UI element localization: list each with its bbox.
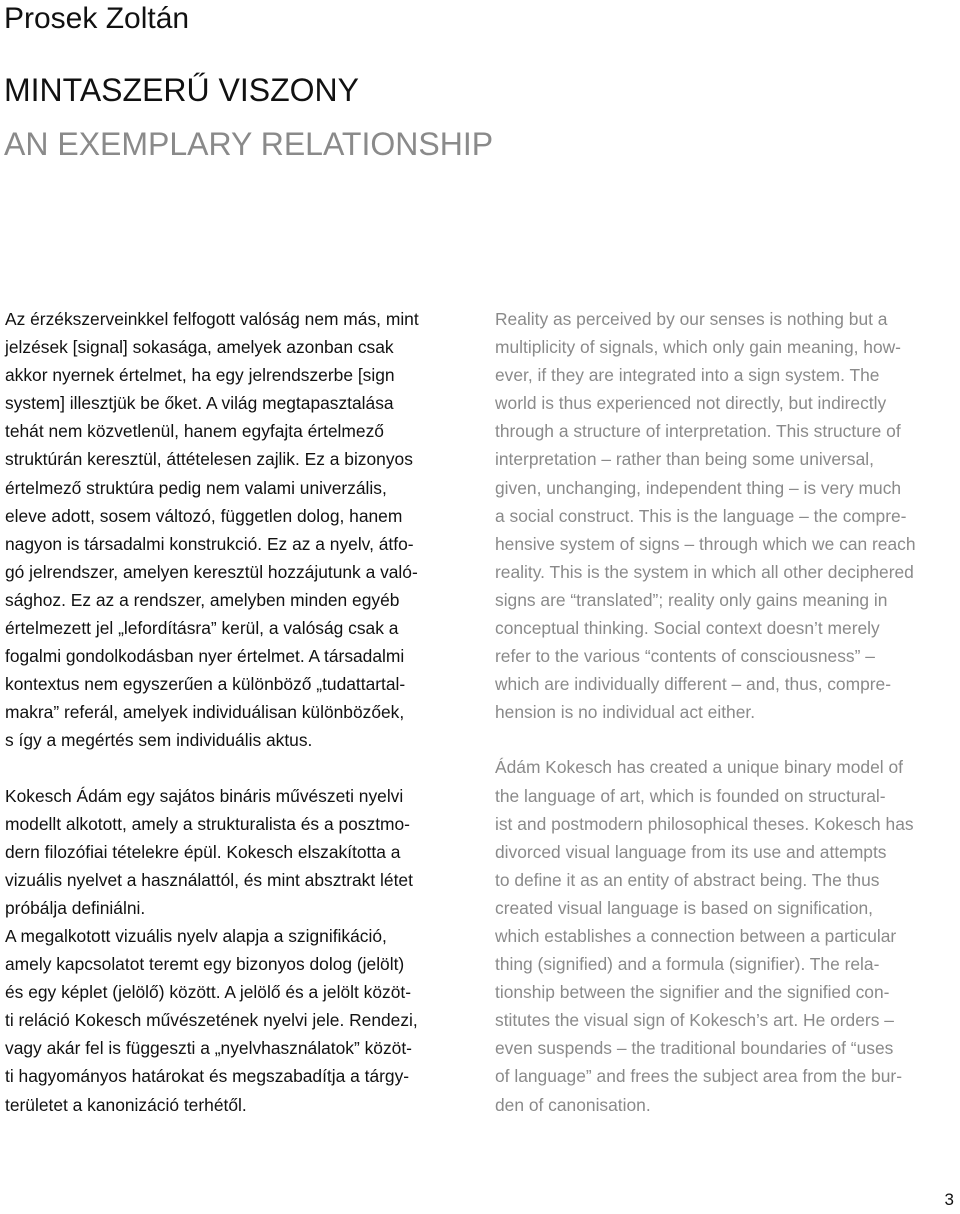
title-hungarian: MINTASZERŰ VISZONY bbox=[4, 72, 359, 108]
author-name: Prosek Zoltán bbox=[4, 2, 190, 35]
page-number: 3 bbox=[944, 1190, 954, 1209]
english-paragraph-2: Ádám Kokesch has created a unique binary model of the language of art, which is founded on structural- ist and postmodern philosophical theses. Kokesch has divorced visual language from its use and attempts to define it as an entity of abstract being. The thus created visual language is based on signification, which establishes a connection between a particular thing (signified) and a formula (signifier). The rela- tionship between the signifier and the signified con- stitutes the visual sign of Kokesch’s art. He orders – even suspends – the traditional boundaries of “uses of language” and frees the subject area from the bur- den of canonisation. bbox=[495, 757, 914, 1115]
hungarian-column bbox=[5, 305, 475, 1119]
title-english: AN EXEMPLARY RELATIONSHIP bbox=[4, 126, 494, 162]
english-paragraph-1: Reality as perceived by our senses is nothing but a multiplicity of signals, which only gain meaning, how- ever, if they are integrated into a sign system. The world is thus experienced not directly, but indirectly through a structure of interpretation. This structure of interpretation – rather than being some universal, given, unchanging, independent thing – is very much a social construct. This is the language – the compre- hensive system of signs – through which we can reach reality. This is the system in which all other deciphered signs are “translated”; reality only gains meaning in conceptual thinking. Social context doesn’t merely refer to the various “contents of consciousness” – which are individually different – and, thus, compre- hension is no individual act either. bbox=[495, 309, 916, 723]
hungarian-paragraph-2: Kokesch Ádám egy sajátos bináris művészeti nyelvi modellt alkotott, amely a strukturalista és a posztmo- dern filozófiai tételekre épül. Kokesch elszakította a vizuális nyelvet a használattól, és mint absztrakt létet próbálja definiálni. A megalkotott vizuális nyelv alapja a szignifikáció, amely kapcsolatot teremt egy bizonyos dolog (jelölt) és egy képlet (jelölő) között. A jelölő és a jelölt közöt- ti reláció Kokesch művészetének nyelvi jele. Rendezi, vagy akár fel is függeszti a „nyelvhasználatok” közöt- ti hagyományos határokat és megszabadítja a tárgy- területet a kanonizáció terhétől. bbox=[5, 785, 418, 1115]
hungarian-paragraph-1: Az érzékszerveinkkel felfogott valóság nem más, mint jelzések [signal] sokasága, amelyek azonban csak akkor nyernek értelmet, ha egy jelrendszerbe [sign system] illesztjük be őket. A világ megtapasztalása tehát nem közvetlenül, hanem egyfajta értelmező struktúrán keresztül, áttételesen zajlik. Ez a bizonyos értelmező struktúra pedig nem valami univerzális, eleve adott, sosem változó, független dolog, hanem nagyon is társadalmi konstrukció. Ez az a nyelv, átfo- gó jelrendszer, amelyen keresztül hozzájutunk a való- sághoz. Ez az a rendszer, amelyben minden egyéb értelmezett jel „lefordításra” kerül, a valóság csak a fogalmi gondolkodásban nyer értelmet. A társadalmi kontextus nem egyszerűen a különböző „tudattartal- makra” referál, amelyek individuálisan különbözőek, s így a megértés sem individuális aktus. bbox=[5, 309, 419, 751]
english-column bbox=[495, 305, 957, 1119]
